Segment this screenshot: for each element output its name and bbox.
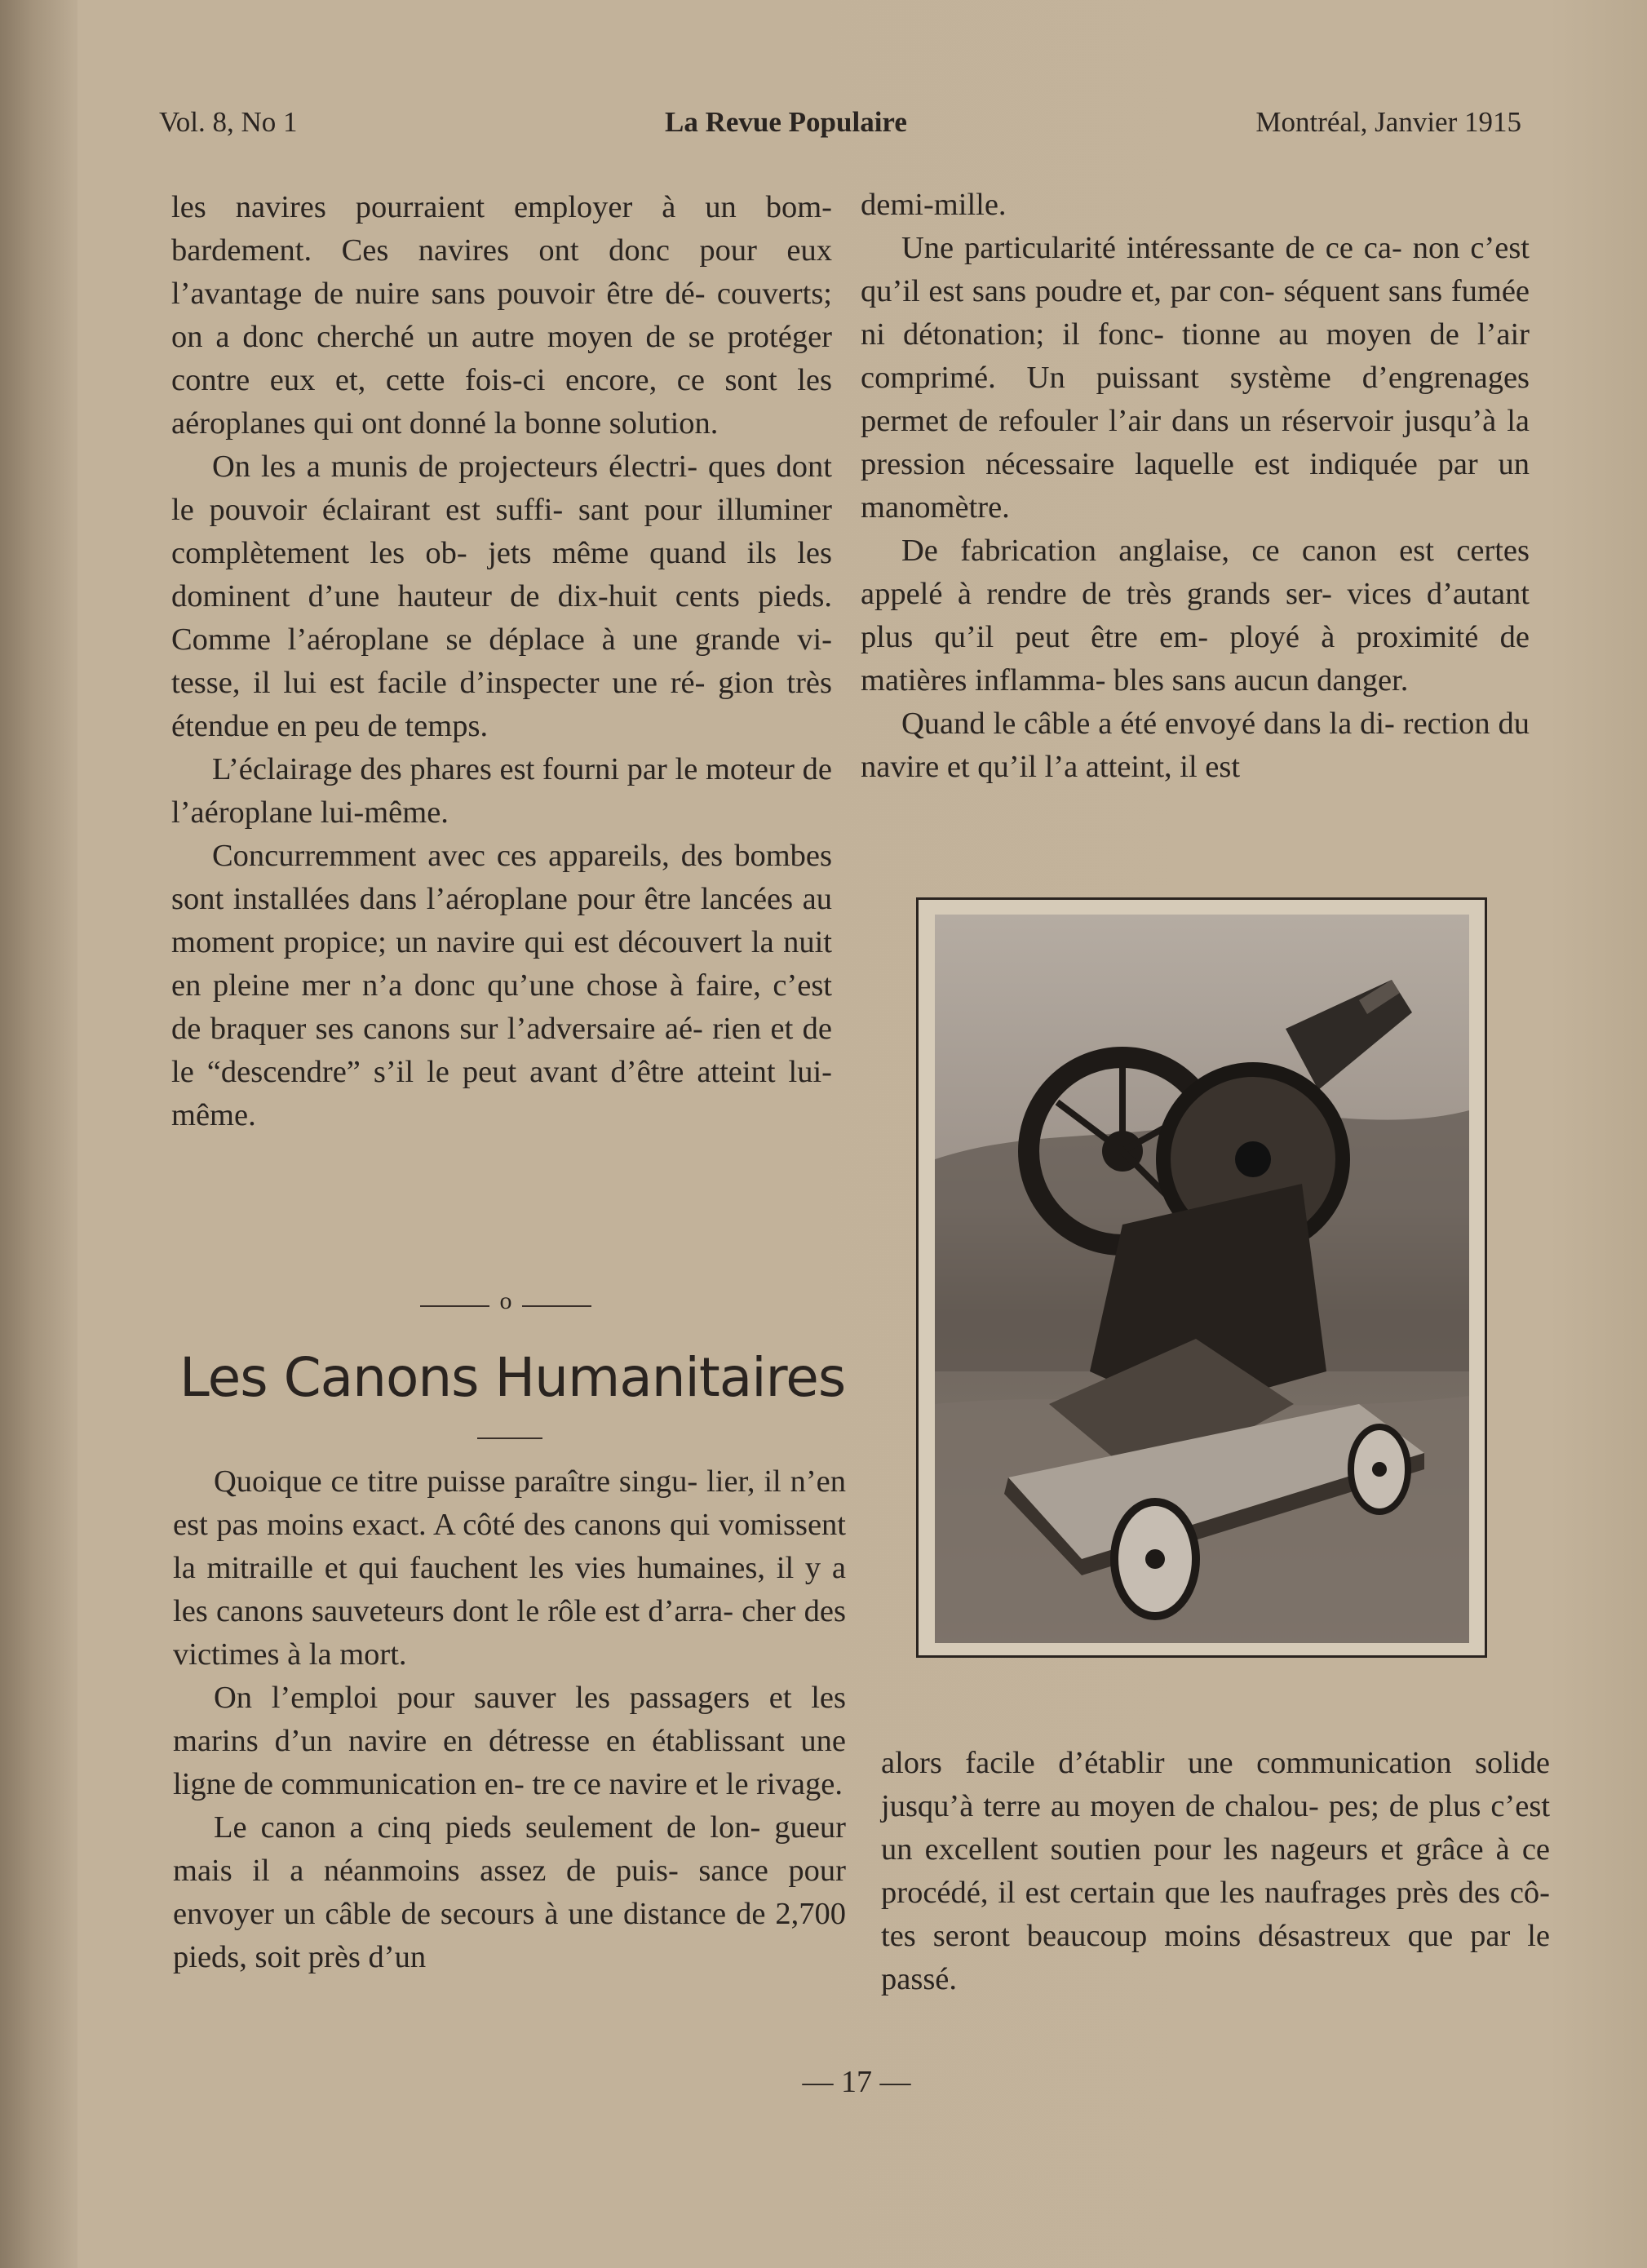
paragraph: Une particularité intéressante de ce ca- non c’est qu’il est sans poudre et, par con- séquent sans fumée ni détonation; il fonc- tionne au moyen de l’air comprimé. Un puissant système d’engrenages permet de refouler l’air dans un réservoir jusqu’à la pression nécessaire laquelle est indiquée par un manomètre. <box>861 231 1530 525</box>
header-date: Montréal, Janvier 1915 <box>1255 106 1521 138</box>
paragraph: Quoique ce titre puisse paraître singu- lier, il n’en est pas moins exact. A côté des canons qui vomissent la mitraille et qui fauchent les vies humaines, il y a les canons sauveteurs dont le rôle est d’arra- cher des victimes à la mort. <box>173 1464 847 1672</box>
paragraph: L’éclairage des phares est fourni par le moteur de l’aéroplane lui-même. <box>171 752 833 830</box>
page-number: — 17 — <box>802 2065 911 2099</box>
right-column-text <box>861 184 1530 789</box>
paragraph: Le canon a cinq pieds seulement de lon- gueur mais il a néanmoins assez de puis- sance pour envoyer un câble de secours à une distance de 2,700 pieds, soit près d’un <box>173 1810 846 1974</box>
article-body-left <box>173 1460 846 1979</box>
article-title: Les Canons Humanitaires <box>179 1346 846 1409</box>
paragraph: Quand le câble a été envoyé dans la di- rection du navire et qu’il l’a atteint, il est <box>861 707 1530 784</box>
section-separator <box>416 1287 595 1320</box>
title-rule <box>477 1437 542 1439</box>
photo-frame <box>916 897 1487 1658</box>
paragraph: alors facile d’établir une communication solide jusqu’à terre au moyen de chalou- pes; de plus c’est un excellent soutien pour les nageurs et grâce à ce procédé, il est certain que les naufrages près des cô- tes seront beaucoup moins désastreux que par le passé. <box>881 1746 1551 1996</box>
paragraph: On l’emploi pour sauver les passagers et les marins d’un navire en détresse en établissant une ligne de communication en- tre ce navire et le rivage. <box>173 1681 846 1801</box>
header-publication: La Revue Populaire <box>665 106 907 138</box>
cannon-illustration <box>935 915 1469 1643</box>
page-binding-shadow <box>0 0 77 2268</box>
left-column-text <box>171 186 832 1137</box>
separator-ornament: o <box>499 1287 512 1314</box>
text-line: les navires pourraient employer à un bom- bardement. Ces navires ont donc pour eux l’avantage de nuire sans pouvoir être dé- couverts; on a donc cherché un autre moyen de se protéger contre eux et, cette fois-ci encore, ce sont les aéroplanes qui ont donné la bonne solution. <box>171 190 832 441</box>
text-line: demi-mille. <box>861 188 1007 222</box>
right-column-text-after-photo <box>881 1742 1550 2001</box>
running-header <box>159 106 1521 155</box>
paragraph: Concurremment avec ces appareils, des bombes sont installées dans l’aéroplane pour être lancées au moment propice; un navire qui est découvert la nuit en pleine mer n’a donc qu’une chose à faire, c’est de braquer ses canons sur l’adversaire aé- rien et de le “descendre” s’il le peut avant d’être atteint lui-même. <box>171 839 833 1132</box>
paragraph: On les a munis de projecteurs électri- ques dont le pouvoir éclairant est suffi- sant pour illuminer complètement les ob- jets même quand ils les dominent d’une hauteur de dix-huit cents pieds. Comme l’aéroplane se déplace à une grande vi- tesse, il lui est facile d’inspecter une ré- gion très étendue en peu de temps. <box>171 450 833 743</box>
cannon-photograph <box>935 915 1469 1643</box>
paragraph: De fabrication anglaise, ce canon est certes appelé à rendre de très grands ser- vices d’autant plus qu’il peut être em- ployé à proximité de matières inflamma- bles sans aucun danger. <box>861 534 1530 698</box>
header-volume: Vol. 8, No 1 <box>159 106 298 138</box>
